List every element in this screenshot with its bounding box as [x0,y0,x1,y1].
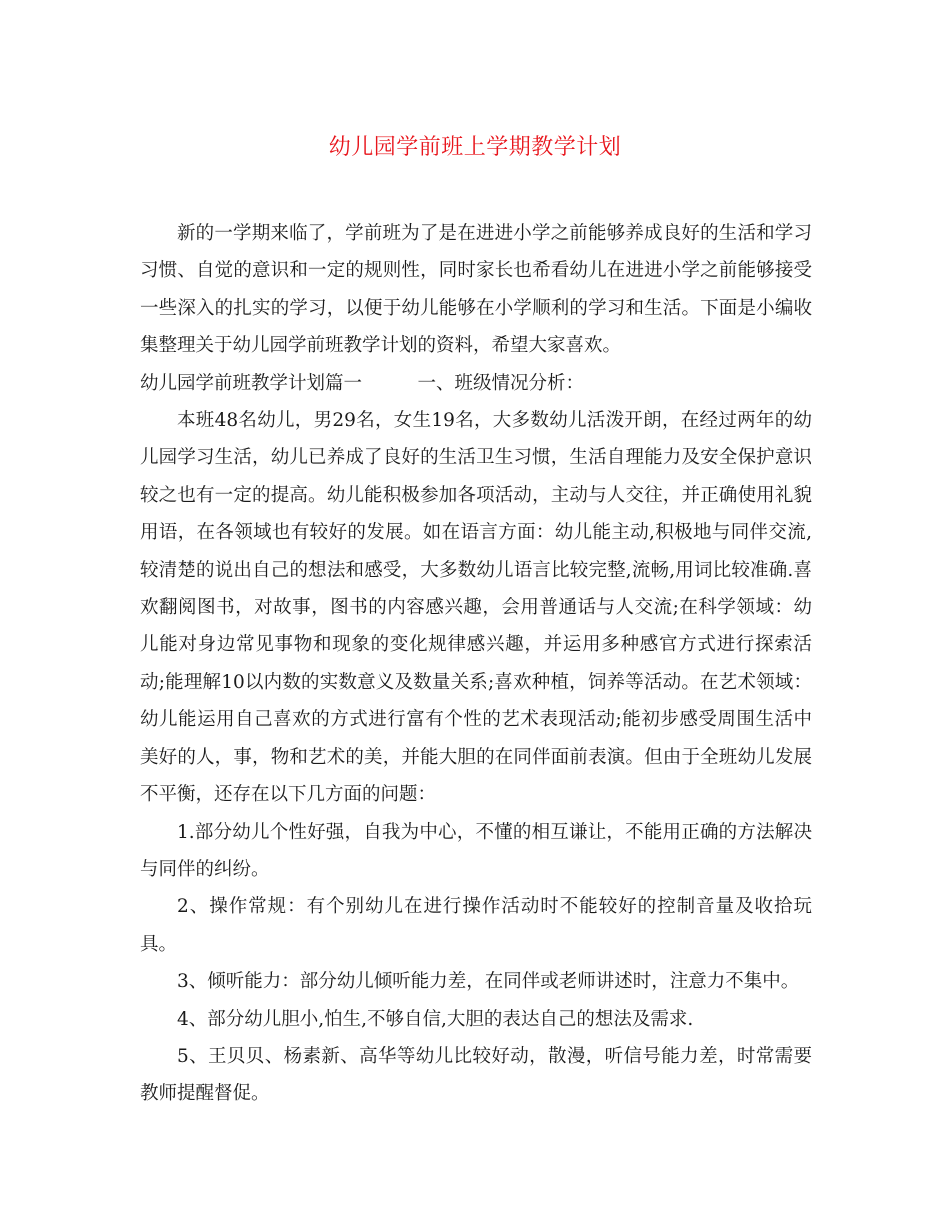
document-title: 幼儿园学前班上学期教学计划 [328,135,622,160]
problem-item-1: 1.部分幼儿个性好强，自我为中心，不懂的相互谦让，不能用正确的方法解决与同伴的纠纷。 [140,821,812,880]
problem-item-3: 3、倾听能力：部分幼儿倾听能力差，在同伴或老师讲述时，注意力不集中。 [177,971,800,993]
problem-item-2: 2、操作常规：有个别幼儿在进行操作活动时不能较好的控制音量及收拾玩具。 [140,896,812,955]
document-body [140,215,812,1113]
intro-paragraph: 新的一学期来临了，学前班为了是在进进小学之前能够养成良好的生活和学习习惯、自觉的意识和一定的规则性，同时家长也希看幼儿在进进小学之前能够接受一些深入的扎实的学习，以便于幼儿能够在小学顺利的学习和生活。下面是小编收集整理关于幼儿园学前班教学计划的资料，希望大家喜欢。 [140,223,812,357]
problem-item-4: 4、部分幼儿胆小,怕生,不够自信,大胆的表达自己的想法及需求. [177,1008,694,1030]
class-analysis-paragraph: 本班48名幼儿，男29名，女生19名，大多数幼儿活泼开朗，在经过两年的幼儿园学习生活，幼儿已养成了良好的生活卫生习惯，生活自理能力及安全保护意识较之也有一定的提高。幼儿能积极参加各项活动，主动与人交往，并正确使用礼貌用语，在各领域也有较好的发展。如在语言方面：幼儿能主动,积极地与同伴交流,较清楚的说出自己的想法和感受，大多数幼儿语言比较完整,流畅,用词比较准确.喜欢翻阅图书，对故事，图书的内容感兴趣，会用普通话与人交流;在科学领域：幼儿能对身边常见事物和现象的变化规律感兴趣，并运用多种感官方式进行探索活动;能理解10以内数的实数意义及数量关系;喜欢种植，饲养等活动。在艺术领域：幼儿能运用自己喜欢的方式进行富有个性的艺术表现活动;能初步感受周围生活中美好的人，事，物和艺术的美，并能大胆的在同伴面前表演。但由于全班幼儿发展不平衡，还存在以下几方面的问题： [140,410,812,806]
problem-item-5: 5、王贝贝、杨素新、高华等幼儿比较好动，散漫，听信号能力差，时常需要教师提醒督促。 [140,1045,812,1105]
section-heading: 幼儿园学前班教学计划篇一 一、班级情况分析： [140,372,585,394]
